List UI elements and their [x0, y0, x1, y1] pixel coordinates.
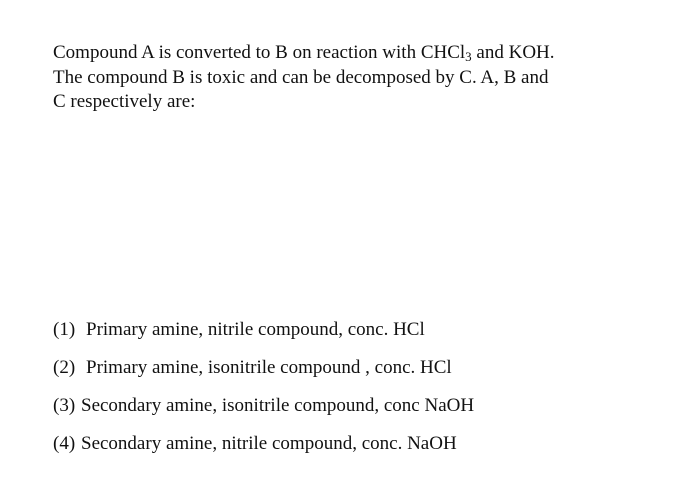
chcl3-subscript: 3	[465, 49, 472, 64]
question-line-2: The compound B is toxic and can be decomposed by C. A, B and	[53, 66, 549, 88]
question-line-1-tail: and KOH.	[471, 42, 555, 63]
option-2-text: Primary amine, isonitrile compound , conc. HCl	[86, 357, 452, 378]
option-4-text: Secondary amine, nitrile compound, conc. NaOH	[81, 433, 457, 454]
question-line-1-text: Compound A is converted to B on reaction with CHCl	[53, 42, 466, 63]
option-3-number: (3)	[53, 395, 76, 416]
question-line-3: C respectively are:	[53, 91, 196, 112]
option-2-number: (2)	[53, 357, 76, 378]
question-line-1	[53, 41, 653, 66]
option-1	[53, 318, 425, 342]
option-4	[53, 432, 457, 456]
option-1-text: Primary amine, nitrile compound, conc. HCl	[86, 319, 425, 340]
option-3-text: Secondary amine, isonitrile compound, conc NaOH	[81, 395, 475, 416]
option-1-number: (1)	[53, 319, 76, 340]
option-2	[53, 356, 452, 380]
question-text	[53, 41, 653, 115]
option-3	[53, 394, 474, 418]
option-4-number: (4)	[53, 433, 76, 454]
